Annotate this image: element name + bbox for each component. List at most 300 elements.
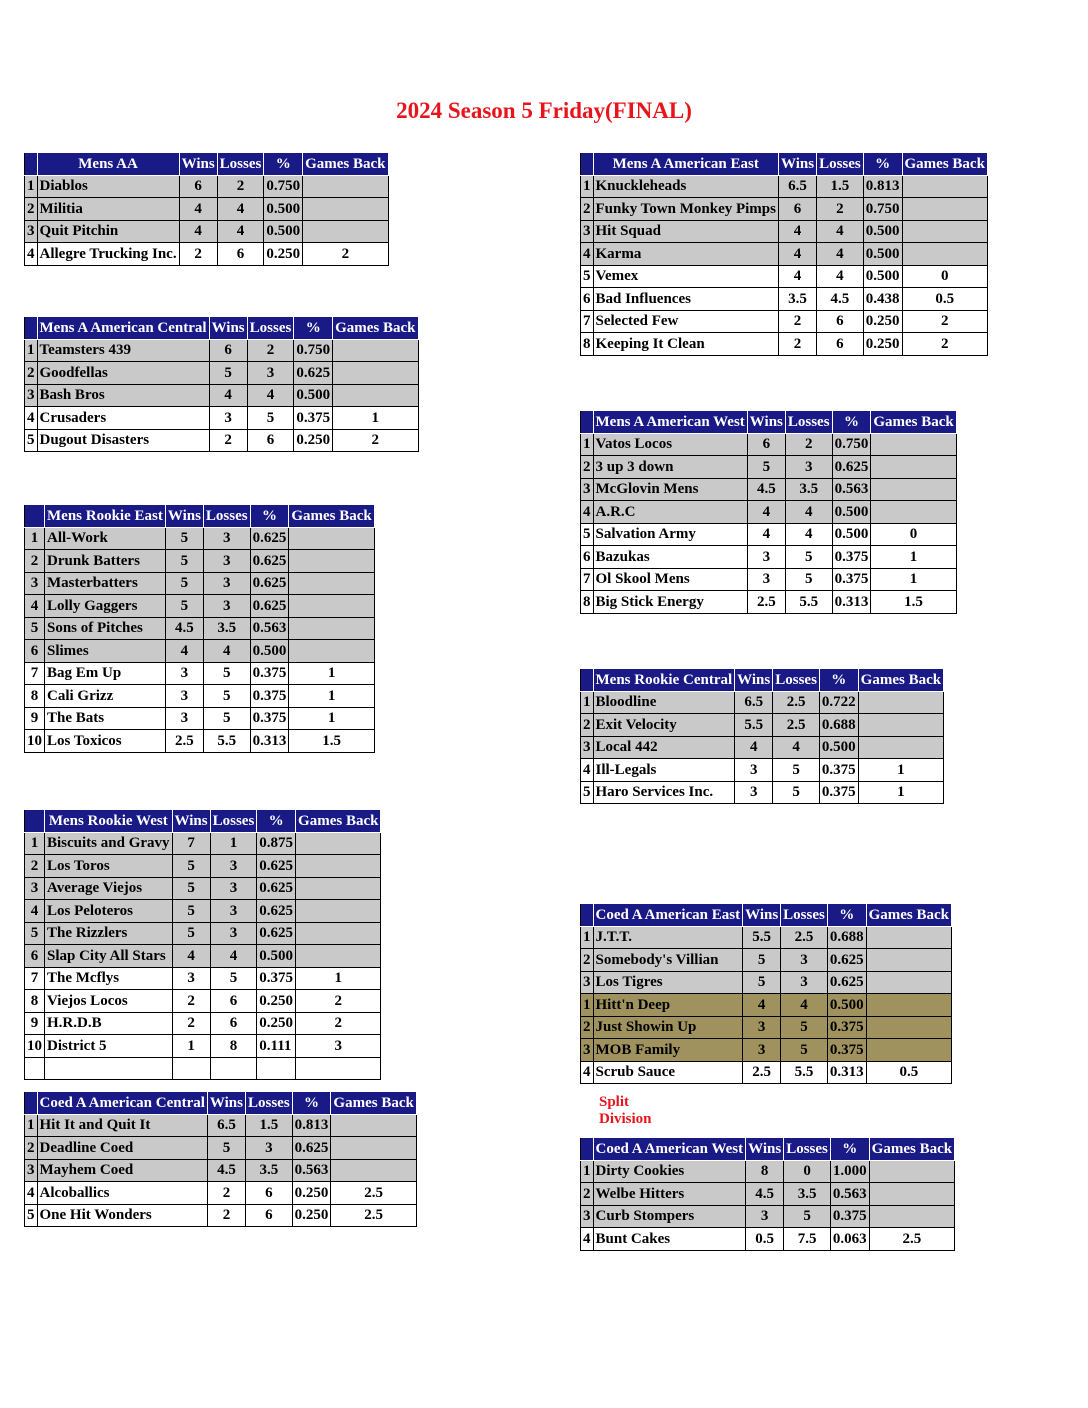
games-back-cell xyxy=(871,456,956,479)
rank-cell: 2 xyxy=(25,855,45,878)
losses-cell: 5 xyxy=(785,568,832,591)
rank-header xyxy=(581,904,594,927)
wins-cell: 6.5 xyxy=(735,691,773,714)
table-row xyxy=(25,550,375,573)
team-cell: Los Toros xyxy=(45,855,173,878)
rank-cell: 2 xyxy=(25,198,38,221)
pct-cell: 0.063 xyxy=(830,1228,869,1251)
rank-cell: 4 xyxy=(581,1061,594,1084)
games-back-cell: 0 xyxy=(902,265,987,288)
table-row xyxy=(581,1205,955,1228)
division-name: Coed A American Central xyxy=(37,1092,207,1115)
team-cell: Masterbatters xyxy=(45,572,166,595)
rank-cell: 4 xyxy=(25,1182,38,1205)
rank-header xyxy=(25,153,38,176)
standings-table xyxy=(580,1137,955,1251)
losses-cell: 3 xyxy=(245,1137,292,1160)
losses-cell xyxy=(210,1057,257,1080)
team-cell: Salvation Army xyxy=(593,523,747,546)
table-row xyxy=(25,1035,381,1058)
games-back-cell xyxy=(869,1183,954,1206)
team-cell: Quit Pitchin xyxy=(37,220,179,243)
rank-cell: 10 xyxy=(25,1035,45,1058)
standings-table xyxy=(24,504,375,753)
table-row xyxy=(25,429,419,452)
losses-cell: 5 xyxy=(247,407,294,430)
pct-cell: 0.375 xyxy=(250,707,289,730)
pct-cell: 0.625 xyxy=(294,362,333,385)
losses-cell: 3 xyxy=(785,456,832,479)
header-row xyxy=(25,153,389,176)
pct-cell: 0.625 xyxy=(827,949,866,972)
standings-table xyxy=(24,152,389,266)
games-back-cell xyxy=(296,877,381,900)
losses-cell: 8 xyxy=(210,1035,257,1058)
division-coed-a-american-east xyxy=(580,903,952,1084)
table-row xyxy=(25,617,375,640)
losses-cell: 5 xyxy=(781,1039,828,1062)
wins-cell: 4 xyxy=(747,501,785,524)
team-cell: Vemex xyxy=(593,265,778,288)
wins-cell: 5 xyxy=(172,855,210,878)
games-back-cell xyxy=(289,617,374,640)
pct-cell: 0.500 xyxy=(294,384,333,407)
games-back-cell xyxy=(289,640,374,663)
losses-cell: 5 xyxy=(203,662,250,685)
team-cell: Bag Em Up xyxy=(45,662,166,685)
rank-header xyxy=(25,505,45,528)
rank-cell: 2 xyxy=(25,550,45,573)
division-mens-rookie-west xyxy=(24,809,381,1080)
team-cell: Curb Stompers xyxy=(593,1205,746,1228)
wins-cell: 3 xyxy=(735,759,773,782)
pct-cell: 0.500 xyxy=(264,198,303,221)
losses-cell: 2.5 xyxy=(781,926,828,949)
table-row xyxy=(581,1061,952,1084)
team-cell: Karma xyxy=(593,243,778,266)
rank-cell: 5 xyxy=(581,781,594,804)
wins-cell: 5 xyxy=(207,1137,245,1160)
pct-cell: 0.375 xyxy=(827,1016,866,1039)
table-row xyxy=(581,691,944,714)
losses-cell: 5.5 xyxy=(781,1061,828,1084)
losses-cell: 4 xyxy=(817,243,864,266)
division-coed-a-american-west xyxy=(580,1137,955,1251)
losses-cell: 3 xyxy=(203,527,250,550)
pct-cell: 0.625 xyxy=(257,877,296,900)
wins-cell: 3 xyxy=(735,781,773,804)
games-back-cell: 1 xyxy=(289,685,374,708)
table-row xyxy=(25,640,375,663)
pct-cell: 0.438 xyxy=(863,288,902,311)
division-name: Mens A American East xyxy=(593,153,778,176)
table-row xyxy=(25,339,419,362)
pct-cell: 0.250 xyxy=(257,990,296,1013)
pct-cell: 0.563 xyxy=(830,1183,869,1206)
losses-cell: 1 xyxy=(210,832,257,855)
rank-cell: 6 xyxy=(581,546,594,569)
games-back-cell: 2 xyxy=(333,429,418,452)
rank-cell: 3 xyxy=(581,478,594,501)
losses-cell: 3 xyxy=(210,877,257,900)
pct-cell: 0.250 xyxy=(292,1204,331,1227)
table-row xyxy=(25,832,381,855)
split-division-note: Split Division xyxy=(599,1094,652,1127)
wins-cell: 5 xyxy=(743,949,781,972)
wins-cell: 2 xyxy=(172,1012,210,1035)
rank-cell: 4 xyxy=(25,595,45,618)
wins-cell: 2 xyxy=(207,1182,245,1205)
games-back-header: Games Back xyxy=(331,1092,416,1115)
games-back-header: Games Back xyxy=(871,411,956,434)
rank-header xyxy=(581,153,594,176)
pct-cell: 0.250 xyxy=(257,1012,296,1035)
losses-cell: 6 xyxy=(210,990,257,1013)
table-row xyxy=(25,707,375,730)
rank-cell: 1 xyxy=(581,175,594,198)
pct-cell: 0.250 xyxy=(863,333,902,356)
rank-cell: 6 xyxy=(581,288,594,311)
rank-cell: 2 xyxy=(581,198,594,221)
pct-cell: 0.250 xyxy=(292,1182,331,1205)
losses-cell: 3 xyxy=(203,572,250,595)
rank-cell: 7 xyxy=(581,568,594,591)
rank-header xyxy=(25,1092,38,1115)
rank-header xyxy=(581,1138,594,1161)
games-back-cell: 2 xyxy=(296,1012,381,1035)
rank-cell: 1 xyxy=(25,832,45,855)
losses-header: Losses xyxy=(245,1092,292,1115)
wins-cell: 5 xyxy=(165,550,203,573)
pct-header: % xyxy=(819,669,858,692)
table-row xyxy=(581,198,988,221)
table-row xyxy=(581,1228,955,1251)
games-back-cell xyxy=(303,220,388,243)
losses-cell: 5 xyxy=(210,967,257,990)
games-back-cell xyxy=(858,691,943,714)
pct-cell: 0.625 xyxy=(257,900,296,923)
pct-cell: 0.500 xyxy=(819,736,858,759)
rank-cell: 3 xyxy=(25,877,45,900)
wins-cell: 3 xyxy=(165,707,203,730)
losses-header: Losses xyxy=(817,153,864,176)
wins-cell: 3.5 xyxy=(778,288,816,311)
team-cell: MOB Family xyxy=(593,1039,743,1062)
team-cell: Allegre Trucking Inc. xyxy=(37,243,179,266)
pct-cell: 0.875 xyxy=(257,832,296,855)
team-cell: Vatos Locos xyxy=(593,433,747,456)
team-cell: Haro Services Inc. xyxy=(593,781,735,804)
table-row xyxy=(25,1159,417,1182)
wins-header: Wins xyxy=(179,153,217,176)
table-row xyxy=(25,243,389,266)
games-back-cell xyxy=(296,900,381,923)
games-back-cell: 0.5 xyxy=(902,288,987,311)
pct-cell: 0.250 xyxy=(294,429,333,452)
pct-cell: 0.500 xyxy=(257,945,296,968)
games-back-cell: 1 xyxy=(871,568,956,591)
division-name: Mens Rookie West xyxy=(45,810,173,833)
wins-cell: 4 xyxy=(209,384,247,407)
team-cell: H.R.D.B xyxy=(45,1012,173,1035)
losses-cell: 4 xyxy=(217,198,264,221)
games-back-cell: 2.5 xyxy=(869,1228,954,1251)
losses-header: Losses xyxy=(784,1138,831,1161)
games-back-header: Games Back xyxy=(866,904,951,927)
losses-cell: 5.5 xyxy=(203,730,250,753)
games-back-header: Games Back xyxy=(902,153,987,176)
losses-cell: 2.5 xyxy=(773,714,820,737)
games-back-cell xyxy=(331,1137,416,1160)
wins-cell: 4 xyxy=(179,198,217,221)
pct-cell: 0.375 xyxy=(819,759,858,782)
pct-cell: 0.625 xyxy=(250,572,289,595)
wins-cell: 2 xyxy=(179,243,217,266)
losses-cell: 3.5 xyxy=(245,1159,292,1182)
table-row xyxy=(581,243,988,266)
rank-cell: 8 xyxy=(581,591,594,614)
header-row xyxy=(581,411,957,434)
pct-header: % xyxy=(863,153,902,176)
team-cell: Knuckleheads xyxy=(593,175,778,198)
pct-cell: 0.688 xyxy=(819,714,858,737)
standings-table xyxy=(24,1091,417,1227)
rank-cell: 1 xyxy=(581,433,594,456)
pct-cell: 0.375 xyxy=(250,662,289,685)
pct-cell: 0.500 xyxy=(832,501,871,524)
games-back-header: Games Back xyxy=(333,317,418,340)
games-back-cell: 1 xyxy=(858,781,943,804)
rank-cell: 5 xyxy=(25,922,45,945)
table-row xyxy=(25,990,381,1013)
pct-cell: 0.375 xyxy=(819,781,858,804)
losses-cell: 2.5 xyxy=(773,691,820,714)
rank-header xyxy=(581,411,594,434)
losses-cell: 4 xyxy=(210,945,257,968)
wins-cell: 3 xyxy=(172,967,210,990)
losses-cell: 3 xyxy=(203,595,250,618)
losses-cell: 6 xyxy=(245,1204,292,1227)
table-row xyxy=(581,333,988,356)
losses-cell: 4 xyxy=(217,220,264,243)
table-row xyxy=(581,1039,952,1062)
rank-cell: 3 xyxy=(25,384,38,407)
header-row xyxy=(25,1092,417,1115)
table-row xyxy=(581,736,944,759)
table-row xyxy=(581,501,957,524)
wins-cell: 5 xyxy=(165,595,203,618)
table-row xyxy=(581,781,944,804)
team-cell: Ill-Legals xyxy=(593,759,735,782)
wins-cell: 3 xyxy=(746,1205,784,1228)
table-row xyxy=(25,855,381,878)
division-name: Mens AA xyxy=(37,153,179,176)
rank-cell: 2 xyxy=(581,1016,594,1039)
pct-header: % xyxy=(830,1138,869,1161)
table-row xyxy=(581,175,988,198)
wins-cell: 4 xyxy=(778,243,816,266)
losses-cell: 3 xyxy=(210,900,257,923)
wins-cell: 4.5 xyxy=(747,478,785,501)
games-back-cell xyxy=(866,949,951,972)
team-cell: One Hit Wonders xyxy=(37,1204,207,1227)
team-cell: District 5 xyxy=(45,1035,173,1058)
pct-cell: 0.500 xyxy=(863,265,902,288)
wins-cell: 2 xyxy=(172,990,210,1013)
team-cell: The Bats xyxy=(45,707,166,730)
losses-cell: 6 xyxy=(217,243,264,266)
rank-cell: 3 xyxy=(581,971,594,994)
table-row xyxy=(25,1182,417,1205)
games-back-cell xyxy=(289,572,374,595)
games-back-cell: 1 xyxy=(289,662,374,685)
team-cell: Bunt Cakes xyxy=(593,1228,746,1251)
rank-cell: 7 xyxy=(25,967,45,990)
rank-cell: 1 xyxy=(25,1114,38,1137)
rank-cell: 1 xyxy=(25,175,38,198)
table-row xyxy=(25,198,389,221)
rank-cell: 8 xyxy=(25,685,45,708)
losses-cell: 3 xyxy=(203,550,250,573)
standings-table xyxy=(580,668,944,804)
table-row xyxy=(581,310,988,333)
games-back-cell xyxy=(333,384,418,407)
standings-table xyxy=(580,152,988,356)
pct-cell: 0.750 xyxy=(863,198,902,221)
losses-cell: 4 xyxy=(203,640,250,663)
games-back-cell: 1.5 xyxy=(871,591,956,614)
wins-cell: 3 xyxy=(165,685,203,708)
table-row xyxy=(581,1016,952,1039)
division-mens-aa xyxy=(24,152,389,266)
header-row xyxy=(581,669,944,692)
rank-cell: 2 xyxy=(581,949,594,972)
losses-cell: 6 xyxy=(245,1182,292,1205)
rank-header xyxy=(25,317,38,340)
losses-cell: 5 xyxy=(203,707,250,730)
pct-cell: 0.500 xyxy=(827,994,866,1017)
team-cell xyxy=(45,1057,173,1080)
wins-cell: 2.5 xyxy=(743,1061,781,1084)
pct-cell: 0.625 xyxy=(832,456,871,479)
losses-cell: 1.5 xyxy=(817,175,864,198)
games-back-cell: 1 xyxy=(296,967,381,990)
losses-header: Losses xyxy=(203,505,250,528)
wins-cell: 4 xyxy=(165,640,203,663)
team-cell: McGlovin Mens xyxy=(593,478,747,501)
pct-cell: 0.375 xyxy=(257,967,296,990)
pct-cell: 0.563 xyxy=(832,478,871,501)
table-row xyxy=(25,730,375,753)
rank-cell: 5 xyxy=(25,429,38,452)
games-back-cell xyxy=(902,175,987,198)
team-cell: Average Viejos xyxy=(45,877,173,900)
pct-cell: 0.625 xyxy=(292,1137,331,1160)
games-back-cell xyxy=(902,220,987,243)
pct-cell: 0.375 xyxy=(830,1205,869,1228)
table-row xyxy=(581,265,988,288)
wins-header: Wins xyxy=(172,810,210,833)
rank-cell: 2 xyxy=(581,1183,594,1206)
table-row xyxy=(581,971,952,994)
wins-cell: 2.5 xyxy=(165,730,203,753)
rank-cell: 3 xyxy=(581,1205,594,1228)
division-mens-a-american-central xyxy=(24,316,419,452)
pct-cell: 0.813 xyxy=(863,175,902,198)
wins-cell: 5 xyxy=(165,527,203,550)
wins-header: Wins xyxy=(207,1092,245,1115)
losses-cell: 5 xyxy=(773,759,820,782)
rank-cell: 4 xyxy=(581,243,594,266)
team-cell: Sons of Pitches xyxy=(45,617,166,640)
pct-cell: 0.500 xyxy=(264,220,303,243)
games-back-cell xyxy=(871,433,956,456)
games-back-cell xyxy=(289,527,374,550)
table-row xyxy=(581,1183,955,1206)
team-cell: Los Tigres xyxy=(593,971,743,994)
games-back-cell: 1 xyxy=(871,546,956,569)
games-back-cell xyxy=(869,1205,954,1228)
wins-cell: 2 xyxy=(209,429,247,452)
rank-header xyxy=(581,669,594,692)
games-back-cell xyxy=(858,736,943,759)
games-back-cell xyxy=(902,243,987,266)
team-cell: Hitt'n Deep xyxy=(593,994,743,1017)
team-cell: Funky Town Monkey Pimps xyxy=(593,198,778,221)
losses-cell: 2 xyxy=(817,198,864,221)
rank-cell: 5 xyxy=(25,1204,38,1227)
header-row xyxy=(25,810,381,833)
rank-cell: 3 xyxy=(581,1039,594,1062)
games-back-cell xyxy=(296,855,381,878)
wins-cell: 4.5 xyxy=(207,1159,245,1182)
pct-cell: 0.750 xyxy=(264,175,303,198)
wins-cell: 4 xyxy=(735,736,773,759)
table-row xyxy=(581,456,957,479)
rank-cell: 4 xyxy=(581,1228,594,1251)
games-back-header: Games Back xyxy=(303,153,388,176)
losses-header: Losses xyxy=(781,904,828,927)
rank-cell: 10 xyxy=(25,730,45,753)
games-back-cell xyxy=(866,1039,951,1062)
rank-cell: 1 xyxy=(25,339,38,362)
losses-cell: 4 xyxy=(817,220,864,243)
wins-cell: 7 xyxy=(172,832,210,855)
team-cell: Bad Influences xyxy=(593,288,778,311)
pct-cell: 0.625 xyxy=(250,550,289,573)
pct-header: % xyxy=(264,153,303,176)
team-cell: Hit Squad xyxy=(593,220,778,243)
team-cell: Slap City All Stars xyxy=(45,945,173,968)
losses-cell: 4 xyxy=(773,736,820,759)
standings-table xyxy=(24,809,381,1080)
rank-cell: 9 xyxy=(25,1012,45,1035)
games-back-cell: 1 xyxy=(333,407,418,430)
pct-cell: 0.313 xyxy=(827,1061,866,1084)
header-row xyxy=(581,153,988,176)
wins-cell: 3 xyxy=(747,568,785,591)
pct-cell: 1.000 xyxy=(830,1160,869,1183)
pct-cell: 0.375 xyxy=(250,685,289,708)
wins-cell: 8 xyxy=(746,1160,784,1183)
losses-cell: 4 xyxy=(817,265,864,288)
games-back-cell xyxy=(333,339,418,362)
team-cell: Dirty Cookies xyxy=(593,1160,746,1183)
team-cell: Militia xyxy=(37,198,179,221)
losses-cell: 3 xyxy=(781,949,828,972)
pct-cell: 0.313 xyxy=(250,730,289,753)
team-cell: Bash Bros xyxy=(37,384,209,407)
